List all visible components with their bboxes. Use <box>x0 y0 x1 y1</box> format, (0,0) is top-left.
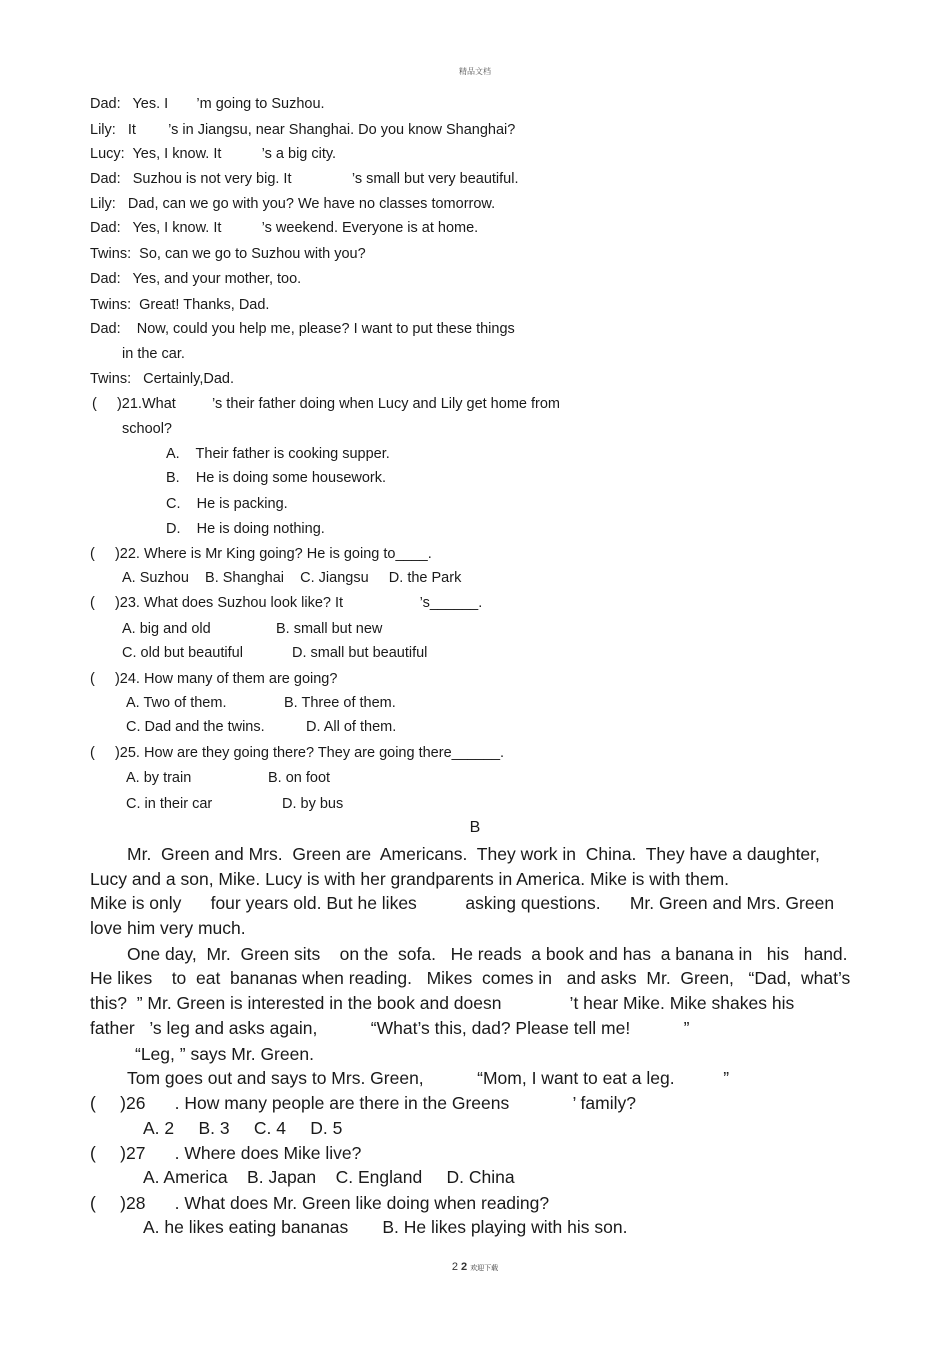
passage-line: Tom goes out and says to Mrs. Green, “Mom, I want to eat a leg. ” <box>127 1068 730 1088</box>
passage-line: love him very much. <box>90 918 246 938</box>
question-21-stem: ( )21.What ’s their father doing when Lucy and Lily get home from <box>92 396 560 412</box>
dialogue-line: Dad: Suzhou is not very big. It ’s small but very beautiful. <box>90 171 519 187</box>
passage-line: One day, Mr. Green sits on the sofa. He reads a book and has a banana in his hand. <box>127 944 848 964</box>
question-24-option-b: B. Three of them. <box>284 695 396 711</box>
passage-line: Mr. Green and Mrs. Green are Americans. They work in China. They have a daughter, <box>127 844 820 864</box>
question-23-option-c: C. old but beautiful <box>122 645 243 661</box>
question-24-option-a: A. Two of them. <box>126 695 227 711</box>
question-26-stem: ( )26 . How many people are there in the Greens ’ family? <box>90 1093 636 1113</box>
passage-line: “Leg, ” says Mr. Green. <box>135 1044 314 1064</box>
question-24-option-c: C. Dad and the twins. <box>126 719 265 735</box>
question-23-option-a: A. big and old <box>122 621 211 637</box>
section-b-heading: B <box>469 819 481 836</box>
question-25-option-b: B. on foot <box>268 770 331 786</box>
page-number: 2 <box>451 1261 458 1273</box>
question-28-stem: ( )28 . What does Mr. Green like doing when reading? <box>90 1193 550 1213</box>
question-21-stem-cont: school? <box>122 421 172 437</box>
question-25-option-a: A. by train <box>126 770 192 786</box>
page-number-bold: 2 <box>461 1261 468 1273</box>
dialogue-line: Dad: Yes, and your mother, too. <box>90 271 302 287</box>
question-27-options: A. America B. Japan C. England D. China <box>143 1167 515 1187</box>
question-23-option-b: B. small but new <box>276 621 383 637</box>
dialogue-line: Lucy: Yes, I know. It ’s a big city. <box>90 146 337 162</box>
dialogue-line: Dad: Yes, I know. It ’s weekend. Everyone is at home. <box>90 220 479 236</box>
page-header: 精品文档 <box>459 67 491 76</box>
passage-line: Lucy and a son, Mike. Lucy is with her grandparents in America. Mike is with them. <box>90 869 730 889</box>
question-22-options: A. Suzhou B. Shanghai C. Jiangsu D. the Park <box>122 570 462 586</box>
dialogue-line: Twins: Great! Thanks, Dad. <box>90 297 270 313</box>
passage-line: this? ” Mr. Green is interested in the book and doesn ’t hear Mike. Mike shakes his <box>90 993 795 1013</box>
question-28-options: A. he likes eating bananas B. He likes playing with his son. <box>143 1217 628 1237</box>
question-23-option-d: D. small but beautiful <box>292 645 428 661</box>
passage-line: He likes to eat bananas when reading. Mikes comes in and asks Mr. Green, “Dad, what’s <box>90 968 851 988</box>
passage-line: father ’s leg and asks again, “What’s this, dad? Please tell me! ” <box>90 1018 690 1038</box>
dialogue-line: in the car. <box>122 346 185 362</box>
dialogue-line: Twins: Certainly,Dad. <box>90 371 234 387</box>
question-25-option-d: D. by bus <box>282 796 344 812</box>
question-21-option-a: A. Their father is cooking supper. <box>166 446 390 462</box>
question-25-stem: ( )25. How are they going there? They are going there______. <box>90 745 505 761</box>
question-26-options: A. 2 B. 3 C. 4 D. 5 <box>143 1118 343 1138</box>
question-27-stem: ( )27 . Where does Mike live? <box>90 1143 362 1163</box>
dialogue-line: Twins: So, can we go to Suzhou with you? <box>90 246 366 262</box>
question-23-stem: ( )23. What does Suzhou look like? It ’s______. <box>90 595 483 611</box>
dialogue-line: Dad: Now, could you help me, please? I want to put these things <box>90 321 515 337</box>
question-25-option-c: C. in their car <box>126 796 213 812</box>
dialogue-line: Dad: Yes. I ’m going to Suzhou. <box>90 96 325 112</box>
question-21-option-d: D. He is doing nothing. <box>166 521 325 537</box>
passage-line: Mike is only four years old. But he likes asking questions. Mr. Green and Mrs. Green <box>90 893 835 913</box>
question-21-option-c: C. He is packing. <box>166 496 288 512</box>
page-footer <box>0 1261 950 1273</box>
footer-note: 欢迎下载 <box>470 1265 499 1272</box>
question-22-stem: ( )22. Where is Mr King going? He is going to____. <box>90 546 432 562</box>
question-24-stem: ( )24. How many of them are going? <box>90 671 338 687</box>
dialogue-line: Lily: It ’s in Jiangsu, near Shanghai. Do you know Shanghai? <box>90 122 516 138</box>
question-24-option-d: D. All of them. <box>306 719 397 735</box>
question-21-option-b: B. He is doing some housework. <box>166 470 387 486</box>
dialogue-line: Lily: Dad, can we go with you? We have no classes tomorrow. <box>90 196 496 212</box>
